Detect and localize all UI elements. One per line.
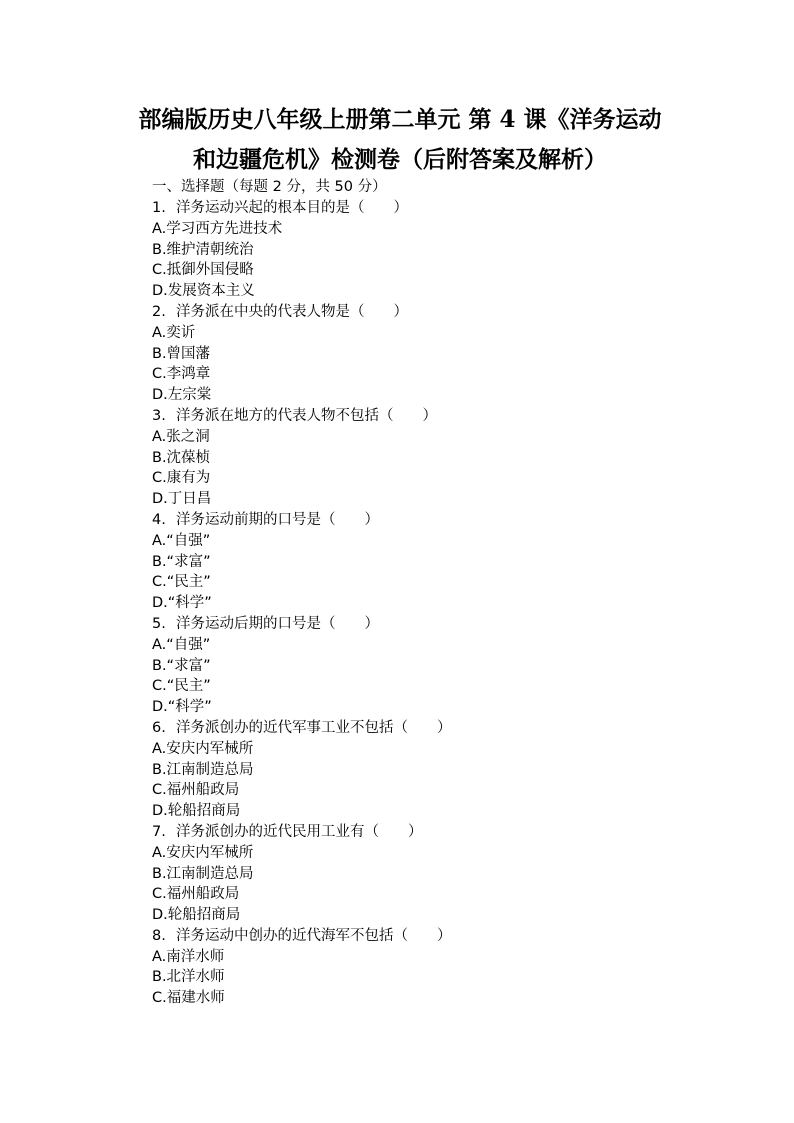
question-text: 洋务运动后期的口号是（ ） <box>176 615 379 632</box>
question-number: 7. <box>152 823 166 840</box>
option-d: D.“科学” <box>152 699 212 716</box>
question-5 <box>152 614 712 635</box>
question-text: 洋务派创办的近代军事工业不包括（ ） <box>176 719 452 736</box>
option-a: A.“自强” <box>152 636 211 653</box>
question-8 <box>152 926 712 947</box>
document-title <box>100 100 700 180</box>
question-list <box>152 198 712 1009</box>
option-a: A.安庆内军械所 <box>152 844 254 861</box>
question-text: 洋务运动前期的口号是（ ） <box>176 511 379 528</box>
question-number: 4. <box>152 511 166 528</box>
option-d: D.发展资本主义 <box>152 283 255 300</box>
option-a: A.安庆内军械所 <box>152 740 254 757</box>
option-c: C.福州船政局 <box>152 886 240 903</box>
question-text: 洋务派在中央的代表人物是（ ） <box>176 303 408 320</box>
question-text: 洋务派创办的近代民用工业有（ ） <box>176 823 423 840</box>
option-c: C.李鸿章 <box>152 366 211 383</box>
section-heading: 一、选择题（每题 2 分，共 50 分） <box>152 179 387 195</box>
option-c: C.“民主” <box>152 574 211 591</box>
option-a: A.南洋水师 <box>152 948 225 965</box>
option-a: A.奕䜣 <box>152 324 196 341</box>
question-2 <box>152 302 712 323</box>
option-c: C.“民主” <box>152 678 211 695</box>
option-c: C.康有为 <box>152 470 211 487</box>
question-3 <box>152 406 712 427</box>
option-c: C.福州船政局 <box>152 782 240 799</box>
option-d: D.“科学” <box>152 595 212 612</box>
question-6 <box>152 718 712 739</box>
question-text: 洋务运动中创办的近代海军不包括（ ） <box>176 927 452 944</box>
option-d: D.左宗棠 <box>152 387 212 404</box>
question-number: 8. <box>152 927 166 944</box>
question-number: 6. <box>152 719 166 736</box>
option-c: C.抵御外国侵略 <box>152 262 254 279</box>
option-b: B.江南制造总局 <box>152 761 254 778</box>
question-7 <box>152 822 712 843</box>
question-1 <box>152 198 712 219</box>
option-a: A.“自强” <box>152 532 211 549</box>
option-d: D.轮船招商局 <box>152 803 241 820</box>
option-d: D.轮船招商局 <box>152 907 241 924</box>
option-b: B.曾国藩 <box>152 345 211 362</box>
option-b: B.沈葆桢 <box>152 449 211 466</box>
option-b: B.“求富” <box>152 657 211 674</box>
question-number: 3. <box>152 407 166 424</box>
question-number: 1. <box>152 200 166 216</box>
option-b: B.北洋水师 <box>152 969 225 986</box>
option-b: B.“求富” <box>152 553 211 570</box>
question-text: 洋务运动兴起的根本目的是（ ） <box>176 200 408 216</box>
question-number: 2. <box>152 303 166 320</box>
option-b: B.江南制造总局 <box>152 865 254 882</box>
option-a: A.学习西方先进技术 <box>152 220 283 237</box>
option-c: C.福建水师 <box>152 990 225 1007</box>
option-a: A.张之洞 <box>152 428 210 445</box>
option-d: D.丁日昌 <box>152 491 212 508</box>
title-line-2: 和边疆危机》检测卷（后附答案及解析） <box>193 146 607 173</box>
question-4 <box>152 510 712 531</box>
title-line-1: 部编版历史八年级上册第二单元 第 4 课《洋务运动 <box>138 106 662 133</box>
option-b: B.维护清朝统治 <box>152 241 254 258</box>
question-text: 洋务派在地方的代表人物不包括（ ） <box>176 407 437 424</box>
question-number: 5. <box>152 615 166 632</box>
